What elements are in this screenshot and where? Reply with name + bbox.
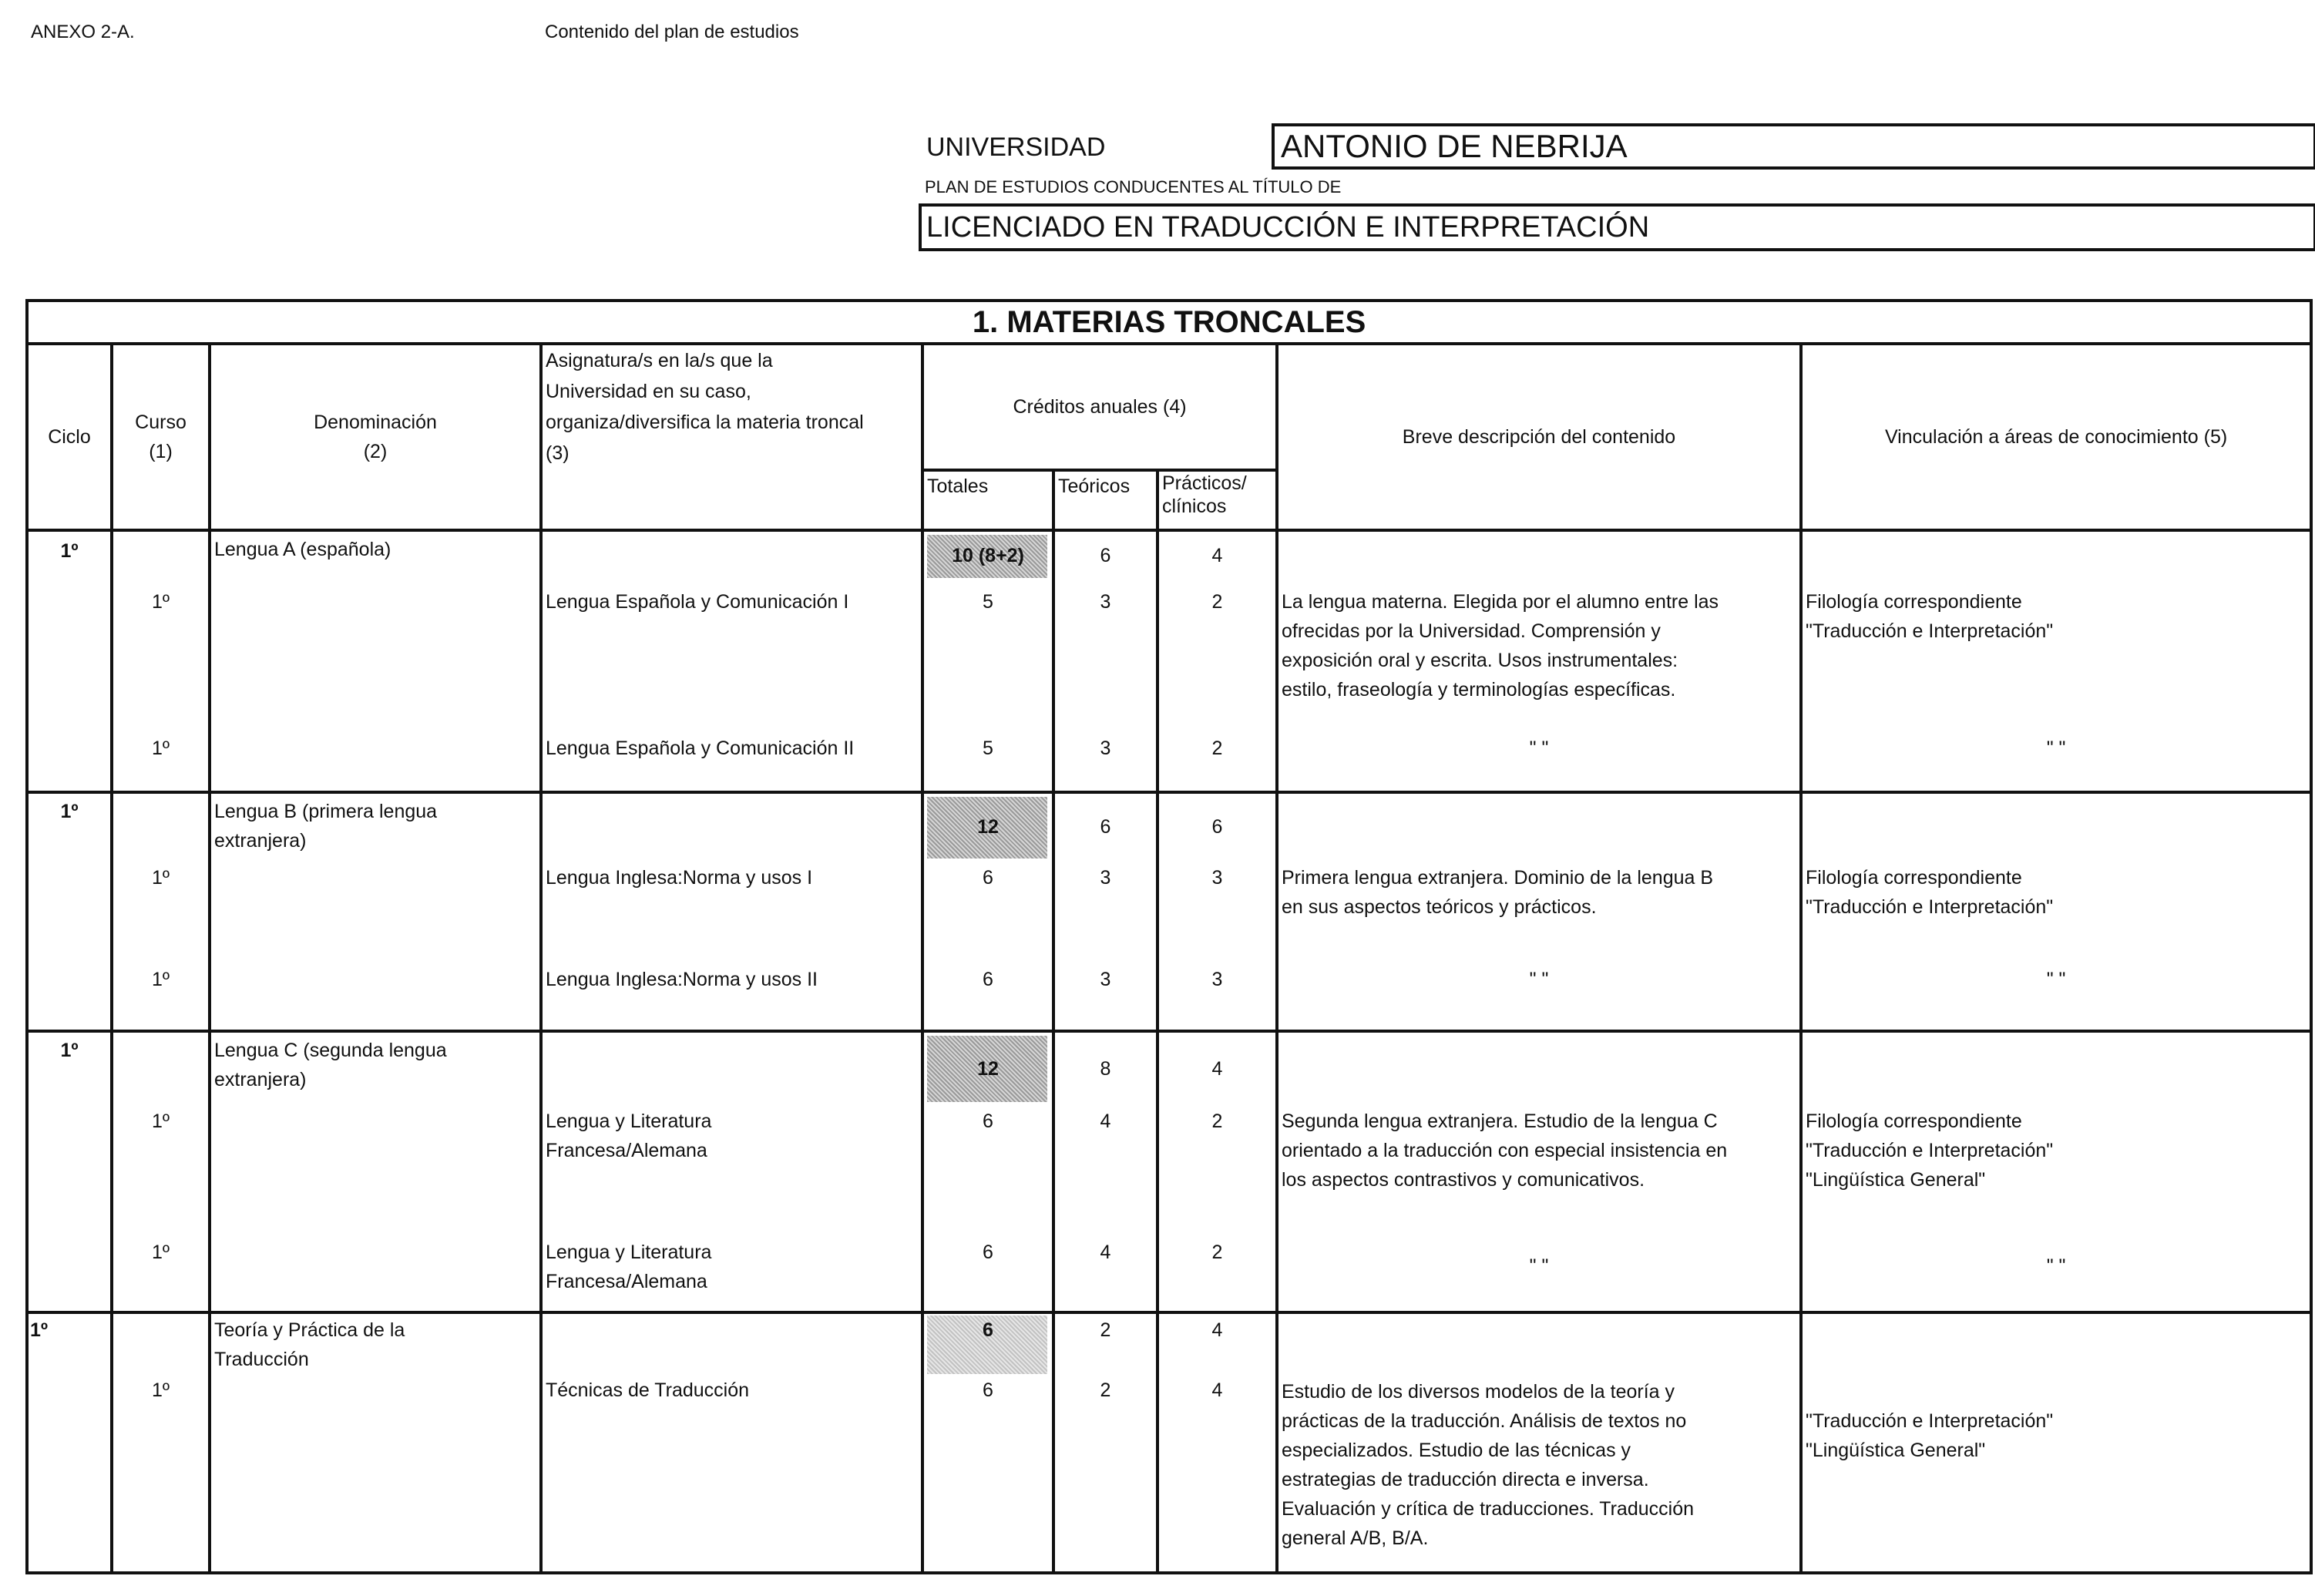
table-group-lengua-a <box>27 530 2311 792</box>
vinculacion-ditto: " " <box>2046 969 2066 990</box>
practicos-value: 2 <box>1211 738 1223 759</box>
denominacion-value: Lengua C (segunda lengua <box>214 1040 447 1061</box>
col-header-curso-label: Curso <box>135 412 186 433</box>
asignatura-value: Técnicas de Traducción <box>546 1379 750 1401</box>
col-header-practicos-line: Prácticos/ <box>1162 472 1247 494</box>
totales-value: 6 <box>983 867 993 889</box>
teoricos-value: 4 <box>1100 1242 1111 1263</box>
teoricos-group-value: 6 <box>1100 816 1111 838</box>
col-header-denominacion <box>210 344 541 530</box>
practicos-group-value: 4 <box>1211 1058 1223 1080</box>
asignatura-value: Lengua y Literatura <box>546 1242 712 1263</box>
practicos-value: 3 <box>1211 969 1223 990</box>
practicos-value: 2 <box>1211 1242 1223 1263</box>
col-header-ciclo: Ciclo <box>27 344 112 530</box>
vinculacion-line: Filología correspondiente <box>1806 1110 2022 1132</box>
curso-value: 1º <box>151 738 170 759</box>
teoricos-value: 3 <box>1100 591 1111 613</box>
descripcion-line: estrategias de traducción directa e inversa. <box>1282 1469 1649 1490</box>
curso-value: 1º <box>151 591 170 613</box>
vinculacion-line: "Traducción e Interpretación" <box>1806 896 2054 918</box>
ciclo-value: 1º <box>60 801 79 822</box>
ciclo-value: 1º <box>60 540 79 562</box>
annex-label: ANEXO 2-A. <box>31 22 135 42</box>
vinculacion-line: Filología correspondiente <box>1806 591 2022 613</box>
denominacion-value: extranjera) <box>214 830 307 852</box>
asignatura-value: Lengua Española y Comunicación II <box>546 738 855 759</box>
table-group-teoria-practica <box>27 1312 2311 1573</box>
curso-value: 1º <box>151 969 170 990</box>
curso-value: 1º <box>151 867 170 889</box>
col-header-vinculacion: Vinculación a áreas de conocimiento (5) <box>1801 344 2311 530</box>
denominacion-value: Lengua A (española) <box>214 539 391 560</box>
col-header-asignatura-line: Universidad en su caso, <box>546 381 751 402</box>
practicos-group-value: 6 <box>1211 816 1223 838</box>
descripcion-line: Evaluación y crítica de traducciones. Traducción <box>1282 1498 1694 1520</box>
col-header-denominacion-label: Denominación <box>314 412 437 433</box>
university-name-field: ANTONIO DE NEBRIJA <box>1272 123 2315 170</box>
col-header-asignatura-line: (3) <box>546 442 570 464</box>
teoricos-group-value: 8 <box>1100 1058 1111 1080</box>
descripcion-ditto: " " <box>1529 1255 1549 1277</box>
col-header-practicos-line: clínicos <box>1162 496 1227 517</box>
descripcion-line: orientado a la traducción con especial insistencia en <box>1282 1140 1728 1161</box>
totales-value: 6 <box>983 1379 993 1401</box>
descripcion-ditto: " " <box>1529 969 1549 990</box>
practicos-group-value: 4 <box>1211 1319 1223 1341</box>
teoricos-value: 4 <box>1100 1110 1111 1132</box>
col-header-creditos: Créditos anuales (4) <box>922 344 1277 470</box>
descripcion-line: especializados. Estudio de las técnicas y <box>1282 1440 1631 1461</box>
descripcion-line: Estudio de los diversos modelos de la teoría y <box>1282 1381 1675 1403</box>
descripcion-line: general A/B, B/A. <box>1282 1527 1429 1549</box>
curso-value: 1º <box>151 1110 170 1132</box>
materias-troncales-table <box>25 299 2313 1574</box>
practicos-value: 2 <box>1211 1110 1223 1132</box>
ciclo-value: 1º <box>30 1319 49 1341</box>
col-header-totales: Totales <box>922 470 1053 530</box>
col-header-asignatura <box>541 344 922 530</box>
descripcion-line: estilo, fraseología y terminologías específicas. <box>1282 679 1676 701</box>
curso-value: 1º <box>151 1379 170 1401</box>
denominacion-value: extranjera) <box>214 1069 307 1090</box>
teoricos-value: 3 <box>1100 969 1111 990</box>
col-header-asignatura-line: organiza/diversifica la materia troncal <box>546 412 864 433</box>
descripcion-line: prácticas de la traducción. Análisis de textos no <box>1282 1410 1687 1432</box>
vinculacion-ditto: " " <box>2046 1255 2066 1277</box>
col-header-curso-note: (1) <box>149 441 173 462</box>
vinculacion-line: "Traducción e Interpretación" <box>1806 620 2054 642</box>
descripcion-line: los aspectos contrastivos y comunicativos. <box>1282 1169 1645 1191</box>
descripcion-line: La lengua materna. Elegida por el alumno entre las <box>1282 591 1719 613</box>
descripcion-line: Segunda lengua extranjera. Estudio de la lengua C <box>1282 1110 1718 1132</box>
asignatura-value: Francesa/Alemana <box>546 1140 707 1161</box>
vinculacion-line: Filología correspondiente <box>1806 867 2022 889</box>
totales-group-value: 12 <box>977 816 999 838</box>
vinculacion-line: "Lingüística General" <box>1806 1169 1986 1191</box>
totales-value: 5 <box>983 738 993 759</box>
degree-title-field: LICENCIADO EN TRADUCCIÓN E INTERPRETACIÓN <box>919 203 2315 251</box>
ciclo-value: 1º <box>60 1040 79 1061</box>
teoricos-value: 2 <box>1100 1379 1111 1401</box>
teoricos-group-value: 2 <box>1100 1319 1111 1341</box>
plan-label: PLAN DE ESTUDIOS CONDUCENTES AL TÍTULO DE <box>925 177 1342 197</box>
table-group-lengua-b <box>27 792 2311 1031</box>
totales-value: 6 <box>983 1242 993 1263</box>
descripcion-line: ofrecidas por la Universidad. Comprensión y <box>1282 620 1661 642</box>
teoricos-value: 3 <box>1100 867 1111 889</box>
col-header-teoricos: Teóricos <box>1053 470 1158 530</box>
asignatura-value: Lengua Inglesa:Norma y usos I <box>546 867 813 889</box>
col-header-practicos <box>1158 470 1277 530</box>
col-header-asignatura-line: Asignatura/s en la/s que la <box>546 350 773 371</box>
vinculacion-line: "Traducción e Interpretación" <box>1806 1410 2054 1432</box>
practicos-value: 4 <box>1211 1379 1223 1401</box>
totales-value: 6 <box>983 969 993 990</box>
totales-group-value: 6 <box>983 1319 993 1341</box>
document-subtitle: Contenido del plan de estudios <box>545 22 799 42</box>
denominacion-value: Lengua B (primera lengua <box>214 801 438 822</box>
asignatura-value: Lengua Española y Comunicación I <box>546 591 849 613</box>
table-group-lengua-c <box>27 1031 2311 1312</box>
descripcion-line: Primera lengua extranjera. Dominio de la lengua B <box>1282 867 1714 889</box>
vinculacion-line: "Lingüística General" <box>1806 1440 1986 1461</box>
asignatura-value: Lengua Inglesa:Norma y usos II <box>546 969 818 990</box>
teoricos-group-value: 6 <box>1100 545 1111 566</box>
curso-value: 1º <box>151 1242 170 1263</box>
denominacion-value: Traducción <box>214 1349 309 1370</box>
descripcion-ditto: " " <box>1529 738 1549 759</box>
vinculacion-ditto: " " <box>2046 738 2066 759</box>
asignatura-value: Francesa/Alemana <box>546 1271 707 1292</box>
section-title: 1. MATERIAS TRONCALES <box>27 301 2311 344</box>
totales-group-value: 10 (8+2) <box>952 545 1024 566</box>
totales-group-value: 12 <box>977 1058 999 1080</box>
denominacion-value: Teoría y Práctica de la <box>214 1319 405 1341</box>
descripcion-line: en sus aspectos teóricos y prácticos. <box>1282 896 1597 918</box>
vinculacion-line: "Traducción e Interpretación" <box>1806 1140 2054 1161</box>
totales-value: 6 <box>983 1110 993 1132</box>
col-header-denominacion-note: (2) <box>363 441 388 462</box>
col-header-curso <box>112 344 210 530</box>
descripcion-line: exposición oral y escrita. Usos instrumentales: <box>1282 650 1678 671</box>
col-header-descripcion: Breve descripción del contenido <box>1277 344 1801 530</box>
asignatura-value: Lengua y Literatura <box>546 1110 712 1132</box>
practicos-value: 3 <box>1211 867 1223 889</box>
teoricos-value: 3 <box>1100 738 1111 759</box>
totales-value: 5 <box>983 591 993 613</box>
practicos-value: 2 <box>1211 591 1223 613</box>
practicos-group-value: 4 <box>1211 545 1223 566</box>
university-label: UNIVERSIDAD <box>926 133 1106 162</box>
